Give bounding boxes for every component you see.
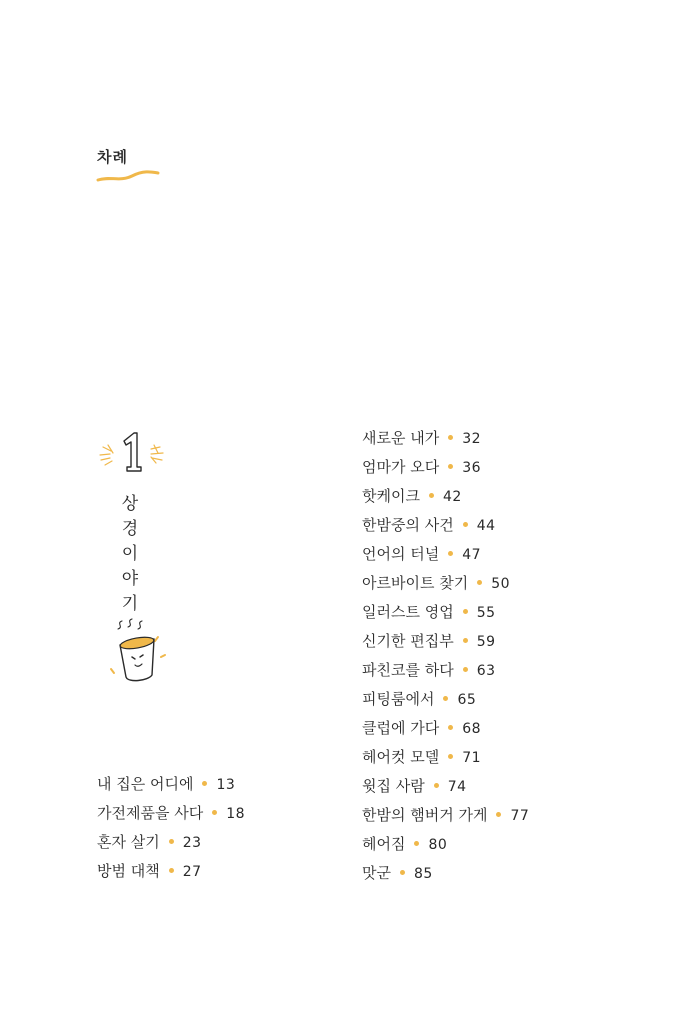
toc-entry[interactable] — [362, 627, 529, 656]
cup-illustration — [108, 617, 170, 687]
toc-entry[interactable] — [362, 685, 529, 714]
chapter-number: 1 — [96, 427, 97, 428]
toc-entry-page: 47 — [462, 547, 482, 563]
bullet-dot-icon — [463, 667, 468, 672]
chapter-number-glyph — [124, 433, 141, 471]
toc-entry[interactable] — [362, 424, 529, 453]
toc-entry-title: 아르바이트 찾기 — [362, 574, 469, 592]
toc-entry[interactable] — [362, 482, 529, 511]
chapter-title — [115, 492, 145, 617]
toc-entry[interactable] — [362, 830, 529, 859]
toc-entry-title: 신기한 편집부 — [362, 632, 454, 650]
bullet-dot-icon — [202, 781, 207, 786]
toc-entry[interactable] — [362, 743, 529, 772]
toc-entry-page: 65 — [457, 692, 477, 708]
bullet-dot-icon — [463, 522, 468, 527]
toc-entry[interactable] — [362, 859, 529, 888]
toc-entry-title: 헤어짐 — [362, 835, 406, 853]
toc-entry[interactable] — [362, 540, 529, 569]
bullet-dot-icon — [169, 839, 174, 844]
toc-entry[interactable] — [362, 598, 529, 627]
toc-entry-page: 55 — [476, 605, 496, 621]
bullet-dot-icon — [169, 868, 174, 873]
toc-entry[interactable] — [97, 770, 245, 799]
toc-entry-page: 42 — [442, 489, 462, 505]
toc-entry-title: 헤어컷 모델 — [362, 748, 440, 766]
toc-entry[interactable] — [362, 801, 529, 830]
toc-entry[interactable] — [97, 828, 245, 857]
toc-title: 차례 — [97, 148, 128, 166]
toc-entry-title: 피팅룸에서 — [362, 690, 435, 708]
toc-entry-title: 혼자 살기 — [97, 833, 160, 851]
bullet-dot-icon — [414, 841, 419, 846]
chapter-title-char: 야 — [121, 569, 139, 589]
toc-entry-title: 방범 대책 — [97, 862, 160, 880]
toc-entry-page: 32 — [462, 431, 482, 447]
toc-list-right — [362, 424, 529, 888]
toc-entry-page: 27 — [182, 864, 202, 880]
toc-entry-page: 23 — [182, 835, 202, 851]
toc-entry-page: 74 — [447, 779, 467, 795]
toc-entry-title: 한밤의 햄버거 가게 — [362, 806, 488, 824]
toc-entry-title: 엄마가 오다 — [362, 458, 440, 476]
toc-entry-page: 59 — [476, 634, 496, 650]
bullet-dot-icon — [448, 725, 453, 730]
bullet-dot-icon — [463, 609, 468, 614]
toc-entry-title: 내 집은 어디에 — [97, 775, 194, 793]
toc-entry[interactable] — [97, 857, 245, 886]
chapter-title-char: 기 — [121, 594, 139, 614]
toc-entry-page: 44 — [476, 518, 496, 534]
bullet-dot-icon — [434, 783, 439, 788]
chapter-title-char: 경 — [121, 519, 139, 539]
bullet-dot-icon — [448, 551, 453, 556]
toc-entry-page: 71 — [462, 750, 482, 766]
bullet-dot-icon — [448, 435, 453, 440]
toc-entry[interactable] — [362, 569, 529, 598]
toc-entry-title: 새로운 내가 — [362, 429, 440, 447]
chapter-number-art — [96, 427, 176, 475]
bullet-dot-icon — [212, 810, 217, 815]
toc-entry-page: 77 — [510, 808, 530, 824]
toc-entry-page: 13 — [216, 777, 236, 793]
toc-entry-page: 80 — [428, 837, 448, 853]
toc-entry[interactable] — [362, 656, 529, 685]
bullet-dot-icon — [463, 638, 468, 643]
toc-entry-page: 50 — [491, 576, 511, 592]
toc-entry[interactable] — [362, 772, 529, 801]
toc-entry[interactable] — [362, 714, 529, 743]
bullet-dot-icon — [429, 493, 434, 498]
chapter-title-char: 상 — [121, 494, 139, 514]
toc-entry-title: 가전제품을 사다 — [97, 804, 204, 822]
toc-entry-page: 18 — [226, 806, 246, 822]
chapter-title-char: 이 — [121, 544, 139, 564]
toc-entry-page: 36 — [462, 460, 482, 476]
toc-entry-title: 일러스트 영업 — [362, 603, 454, 621]
toc-entry-page: 85 — [413, 866, 433, 882]
toc-entry-title: 맛군 — [362, 864, 391, 882]
toc-entry-title: 파친코를 하다 — [362, 661, 454, 679]
toc-entry-title: 한밤중의 사건 — [362, 516, 454, 534]
toc-entry-page: 63 — [476, 663, 496, 679]
bullet-dot-icon — [477, 580, 482, 585]
toc-entry[interactable] — [362, 511, 529, 540]
toc-entry-title: 핫케이크 — [362, 487, 420, 505]
toc-entry-title: 언어의 터널 — [362, 545, 440, 563]
toc-entry-title: 윗집 사람 — [362, 777, 425, 795]
title-underline — [96, 166, 162, 186]
toc-entry[interactable] — [97, 799, 245, 828]
toc-list-left — [97, 770, 245, 886]
bullet-dot-icon — [443, 696, 448, 701]
bullet-dot-icon — [448, 464, 453, 469]
bullet-dot-icon — [400, 870, 405, 875]
bullet-dot-icon — [448, 754, 453, 759]
bullet-dot-icon — [496, 812, 501, 817]
toc-entry-title: 클럽에 가다 — [362, 719, 440, 737]
toc-entry-page: 68 — [462, 721, 482, 737]
toc-entry[interactable] — [362, 453, 529, 482]
